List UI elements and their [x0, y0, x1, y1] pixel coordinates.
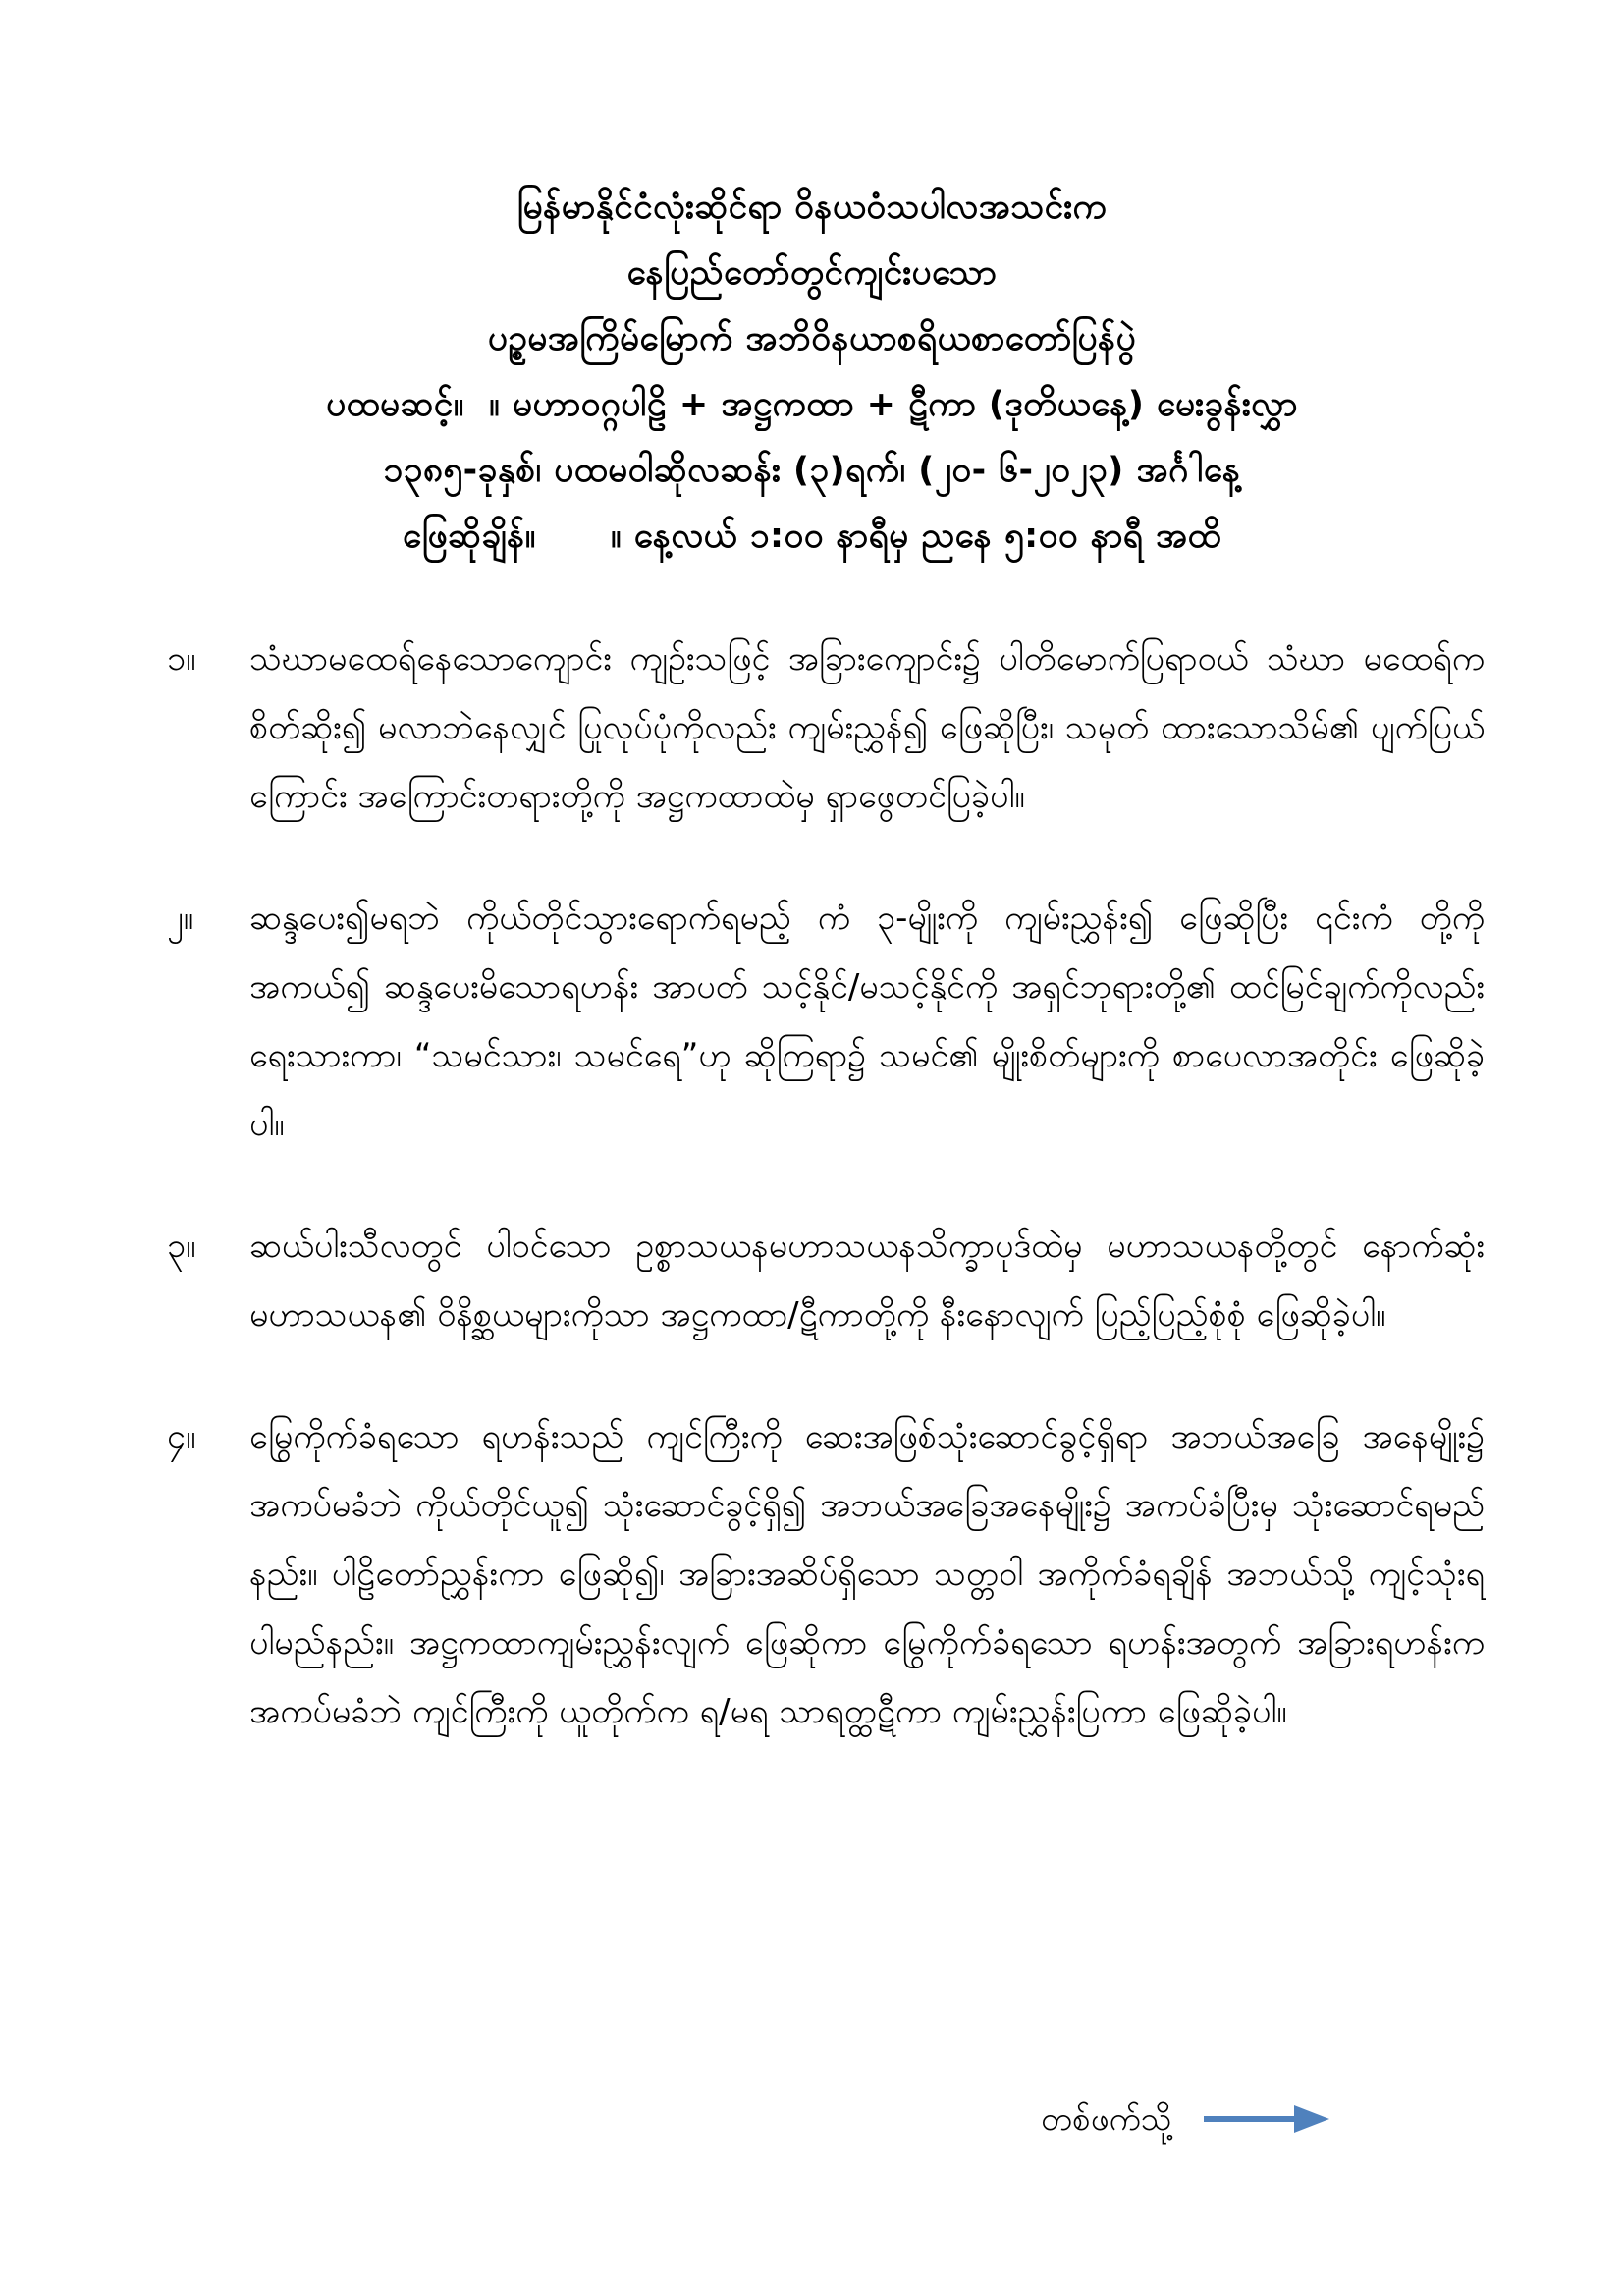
header-line-location: နေပြည်တော်တွင်ကျင်းပသော — [626, 253, 998, 293]
header-line-date: ၁၃၈၅-ခုနှစ်၊ ပထမဝါဆိုလဆန်း (၃)ရက်၊ (၂၀- ၆-၂၀၂၃) အင်္ဂါနေ့ — [383, 451, 1241, 490]
document-body — [0, 625, 1624, 1746]
document-header — [0, 0, 1624, 570]
paragraph-number: ၁။ — [167, 639, 196, 679]
paragraph-text: သံဃာမထေရ်နေသောကျောင်း ကျဉ်းသဖြင့် အခြားကျောင်း၌ ပါတိမောက်ပြရာဝယ် သံဃာ မထေရ်က စိတ်ဆိုး၍ မလာဘဲနေလျှင် ပြုလုပ်ပုံကိုလည်း ကျမ်းညွှန်၍ ဖြေဆိုပြီး၊ သမုတ် ထားသောသိမ်၏ ပျက်ပြယ်ကြောင်း အကြောင်းတရားတို့ကို အဋ္ဌကထာထဲမှ ရှာဖွေတင်ပြခဲ့ပါ။ — [249, 639, 1485, 816]
paragraph-number: ၄။ — [167, 1417, 196, 1456]
header-line-exam-level: ပထမဆင့်။ ။ မဟာဝဂ္ဂပါဠိ + အဋ္ဌကထာ + ဋီကာ (ဒုတိယနေ့) မေးခွန်းလွှာ — [326, 385, 1298, 424]
paragraph-number: ၃။ — [167, 1227, 196, 1266]
paragraph-item-3 — [167, 1212, 1485, 1349]
paragraph-number: ၂။ — [167, 899, 193, 938]
right-arrow-icon — [1202, 2102, 1331, 2137]
paragraph-text: ဆန္ဒပေး၍မရဘဲ ကိုယ်တိုင်သွားရောက်ရမည့် ကံ ၃-မျိုးကို ကျမ်းညွှန်း၍ ဖြေဆိုပြီး ၎င်းကံ တို့ကို အကယ်၍ ဆန္ဒပေးမိသောရဟန်း အာပတ် သင့်နိုင်/မသင့်နိုင်ကို အရှင်ဘုရားတို့၏ ထင်မြင်ချက်ကိုလည်း ရေးသားကာ၊ “သမင်သား၊ သမင်ရေ”ဟု ဆိုကြရာ၌ သမင်၏ မျိုးစိတ်များကို စာပေလာအတိုင်း ဖြေဆိုခဲ့ပါ။ — [249, 899, 1485, 1144]
paragraph-text: မြွေကိုက်ခံရသော ရဟန်းသည် ကျင်ကြီးကို ဆေးအဖြစ်သုံးဆောင်ခွင့်ရှိရာ အဘယ်အခြေ အနေမျိုး၌ အကပ်မခံဘဲ ကိုယ်တိုင်ယူ၍ သုံးဆောင်ခွင့်ရှိ၍ အဘယ်အခြေအနေမျိုး၌ အကပ်ခံပြီးမှ သုံးဆောင်ရမည်နည်း။ ပါဠိတော်ညွှန်းကာ ဖြေဆို၍၊ အခြားအဆိပ်ရှိသော သတ္တဝါ အကိုက်ခံရချိန် အဘယ်သို့ ကျင့်သုံးရပါမည်နည်း။ အဋ္ဌကထာကျမ်းညွှန်းလျက် ဖြေဆိုကာ မြွေကိုက်ခံရသော ရဟန်းအတွက် အခြားရဟန်းက အကပ်မခံဘဲ ကျင်ကြီးကို ယူတိုက်က ရ/မရ သာရတ္ထဋီကာ ကျမ်းညွှန်းပြကာ ဖြေဆိုခဲ့ပါ။ — [249, 1417, 1485, 1731]
paragraph-text: ဆယ်ပါးသီလတွင် ပါဝင်သော ဥစ္စာသယနမဟာသယနသိက္ခာပုဒ်ထဲမှ မဟာသယနတို့တွင် နောက်ဆုံး မဟာသယန၏ ဝိနိစ္ဆယများကိုသာ အဋ္ဌကထာ/ဋီကာတို့ကို နီးနောလျက် ပြည့်ပြည့်စုံစုံ ဖြေဆိုခဲ့ပါ။ — [249, 1227, 1485, 1335]
header-line-event-title: ပဉ္စမအကြိမ်မြောက် အဘိဝိနယာစရိယစာတော်ပြန်ပွဲ — [487, 319, 1137, 358]
paragraph-item-2 — [167, 884, 1485, 1159]
paragraph-item-4 — [167, 1402, 1485, 1746]
page-footer — [1041, 2090, 1331, 2149]
paragraph-item-1 — [167, 625, 1485, 831]
header-line-time: ဖြေဆိုချိန်။ ။ နေ့လယ် ၁:၀၀ နာရီမှ ညနေ ၅:၀၀ နာရီ အထိ — [403, 517, 1221, 556]
header-line-association: မြန်မာနိုင်ငံလုံးဆိုင်ရာ ဝိနယဝံသပါလအသင်းက — [516, 188, 1108, 227]
next-page-label: တစ်ဖက်သို့ — [1041, 2100, 1172, 2138]
